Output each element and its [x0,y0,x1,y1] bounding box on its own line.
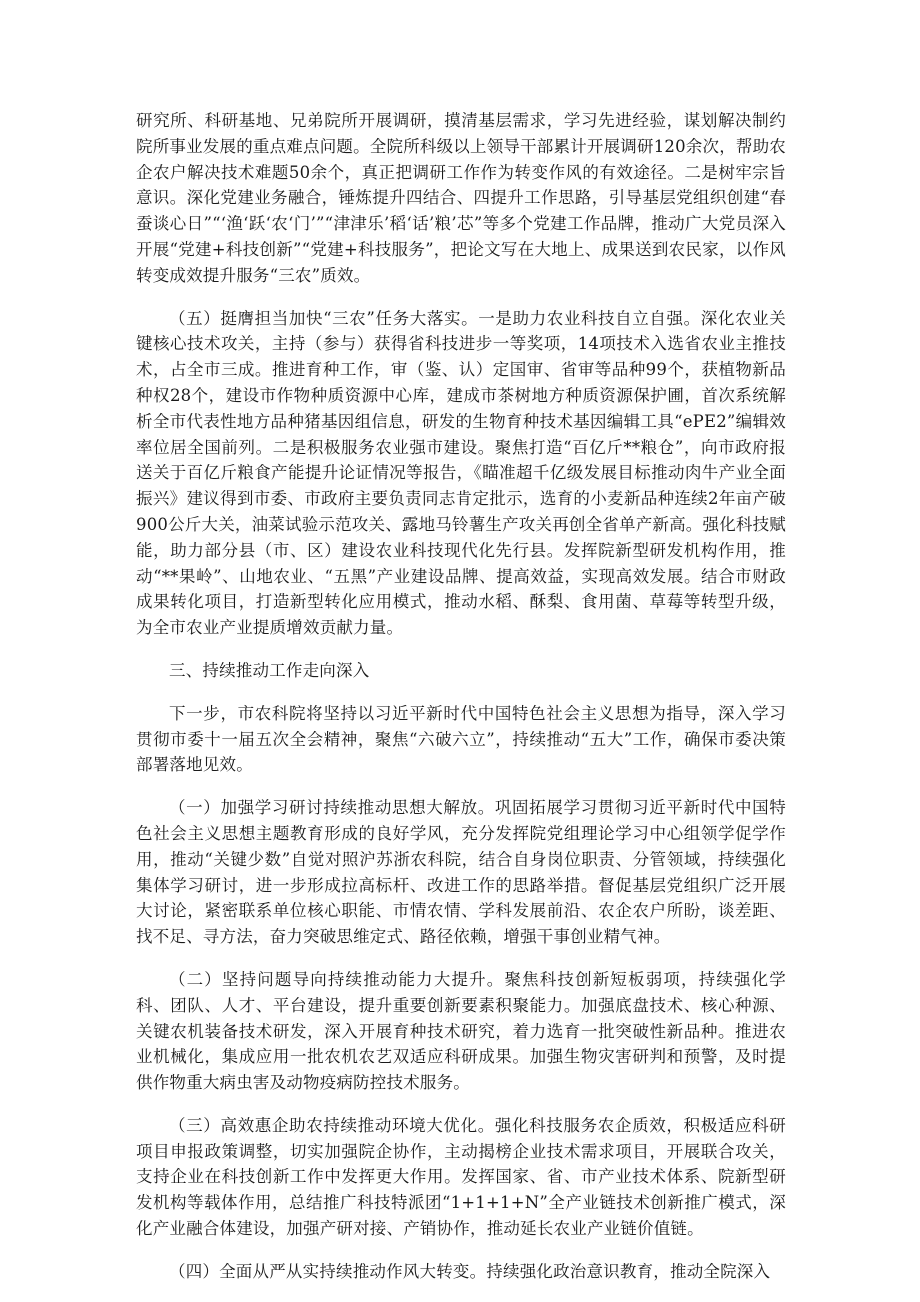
paragraph-item-3-environment: （三）高效惠企助农持续推动环境大优化。强化科技服务农企质效，积极适应科研项目申报政策调整，切实加强院企协作，主动揭榜企业技术需求项目，开展联合攻关，支持企业在科技创新工作中发挥更大作用。发挥国家、省、市产业技术体系、院新型研发机构等载体作用，总结推广科技特派团“1+1+1+N”全产业链技术创新推广模式，深化产业融合体建设，加强产研对接、产销协作，推动延长农业产业链价值链。 [136,1115,786,1239]
paragraph-next-steps: 下一步，市农科院将坚持以习近平新时代中国特色社会主义思想为指导，深入学习贯彻市委十一届五次全会精神，聚焦“六破六立”，持续推动“五大”工作，确保市委决策部署落地见效。 [136,703,786,775]
section-heading-3: 三、持续推动工作走向深入 [169,660,370,680]
paragraph-section-5-sannong-tasks: （五）挺膺担当加快“三农”任务大落实。一是助力农业科技自立自强。深化农业关键核心技术攻关，主持（参与）获得省科技进步一等奖项，14项技术入选省农业主推技术，占全市三成。推进育种工作，审（鉴、认）定国审、省审等品种99个，获植物新品种权28个，建设市作物种质资源中心库，建成市茶树地方种质资源保护圃，首次系统解析全市代表性地方品种猪基因组信息，研发的生物育种技术基因编辑工具“ePE2”编辑效率位居全国前列。二是积极服务农业强市建设。聚焦打造“百亿斤**粮仓”，向市政府报送关于百亿斤粮食产能提升论证情况等报告，《瞄准超千亿级发展目标推动肉牛产业全面振兴》建议得到市委、市政府主要负责同志肯定批示，选育的小麦新品种连续2年亩产破900公斤大关，油菜试验示范攻关、露地马铃薯生产攻关再创全省单产新高。强化科技赋能，助力部分县（市、区）建设农业科技现代化先行县。发挥院新型研发机构作用，推动“**果岭”、山地农业、“五黑”产业建设品牌、提高效益，实现高效发展。结合市财政成果转化项目，打造新型转化应用模式，推动水稻、酥梨、食用菌、草莓等转型升级，为全市农业产业提质增效贡献力量。 [136,308,786,638]
paragraph-item-1-study: （一）加强学习研讨持续推动思想大解放。巩固拓展学习贯彻习近平新时代中国特色社会主义思想主题教育形成的良好学风，充分发挥院党组理论学习中心组领学促学作用，推动“关键少数”自觉对照沪苏浙农科院，结合自身岗位职责、分管领域，持续强化集体学习研讨，进一步形成拉高标杆、改进工作的思路举措。督促基层党组织广泛开展大讨论，紧密联系单位核心职能、市情农情、学科发展前沿、农企农户所盼，谈差距、找不足、寻方法，奋力突破思维定式、路径依赖，增强干事创业精气神。 [136,798,786,947]
paragraph-item-2-capability: （二）坚持问题导向持续推动能力大提升。聚焦科技创新短板弱项，持续强化学科、团队、人才、平台建设，提升重要创新要素积聚能力。加强底盘技术、核心种源、关键农机装备技术研发，深入开展育种技术研究，着力选育一批突破性新品种。推进农业机械化，集成应用一批农机农艺双适应科研成果。加强生物灾害研判和预警，及时提供作物重大病虫害及动物疫病防控技术服务。 [136,969,786,1093]
document-body [136,108,786,1302]
paragraph-item-4-work-style: （四）全面从严从实持续推动作风大转变。持续强化政治意识教育，推动全院深入 [169,1261,771,1281]
paragraph-research-work-style: 研究所、科研基地、兄弟院所开展调研，摸清基层需求，学习先进经验，谋划解决制约院所事业发展的重点难点问题。全院所科级以上领导干部累计开展调研120余次，帮助农企农户解决技术难题50余个，真正把调研工作作为转变作风的有效途径。二是树牢宗旨意识。深化党建业务融合，锤炼提升四结合、四提升工作思路，引导基层党组织创建“春蚕谈心日”“‘渔‘跃‘农‘门’”“津津乐’稻‘话’粮’芯”等多个党建工作品牌，推动广大党员深入开展“党建+科技创新”“党建+科技服务”，把论文写在大地上、成果送到农民家，以作风转变成效提升服务“三农”质效。 [136,111,786,285]
